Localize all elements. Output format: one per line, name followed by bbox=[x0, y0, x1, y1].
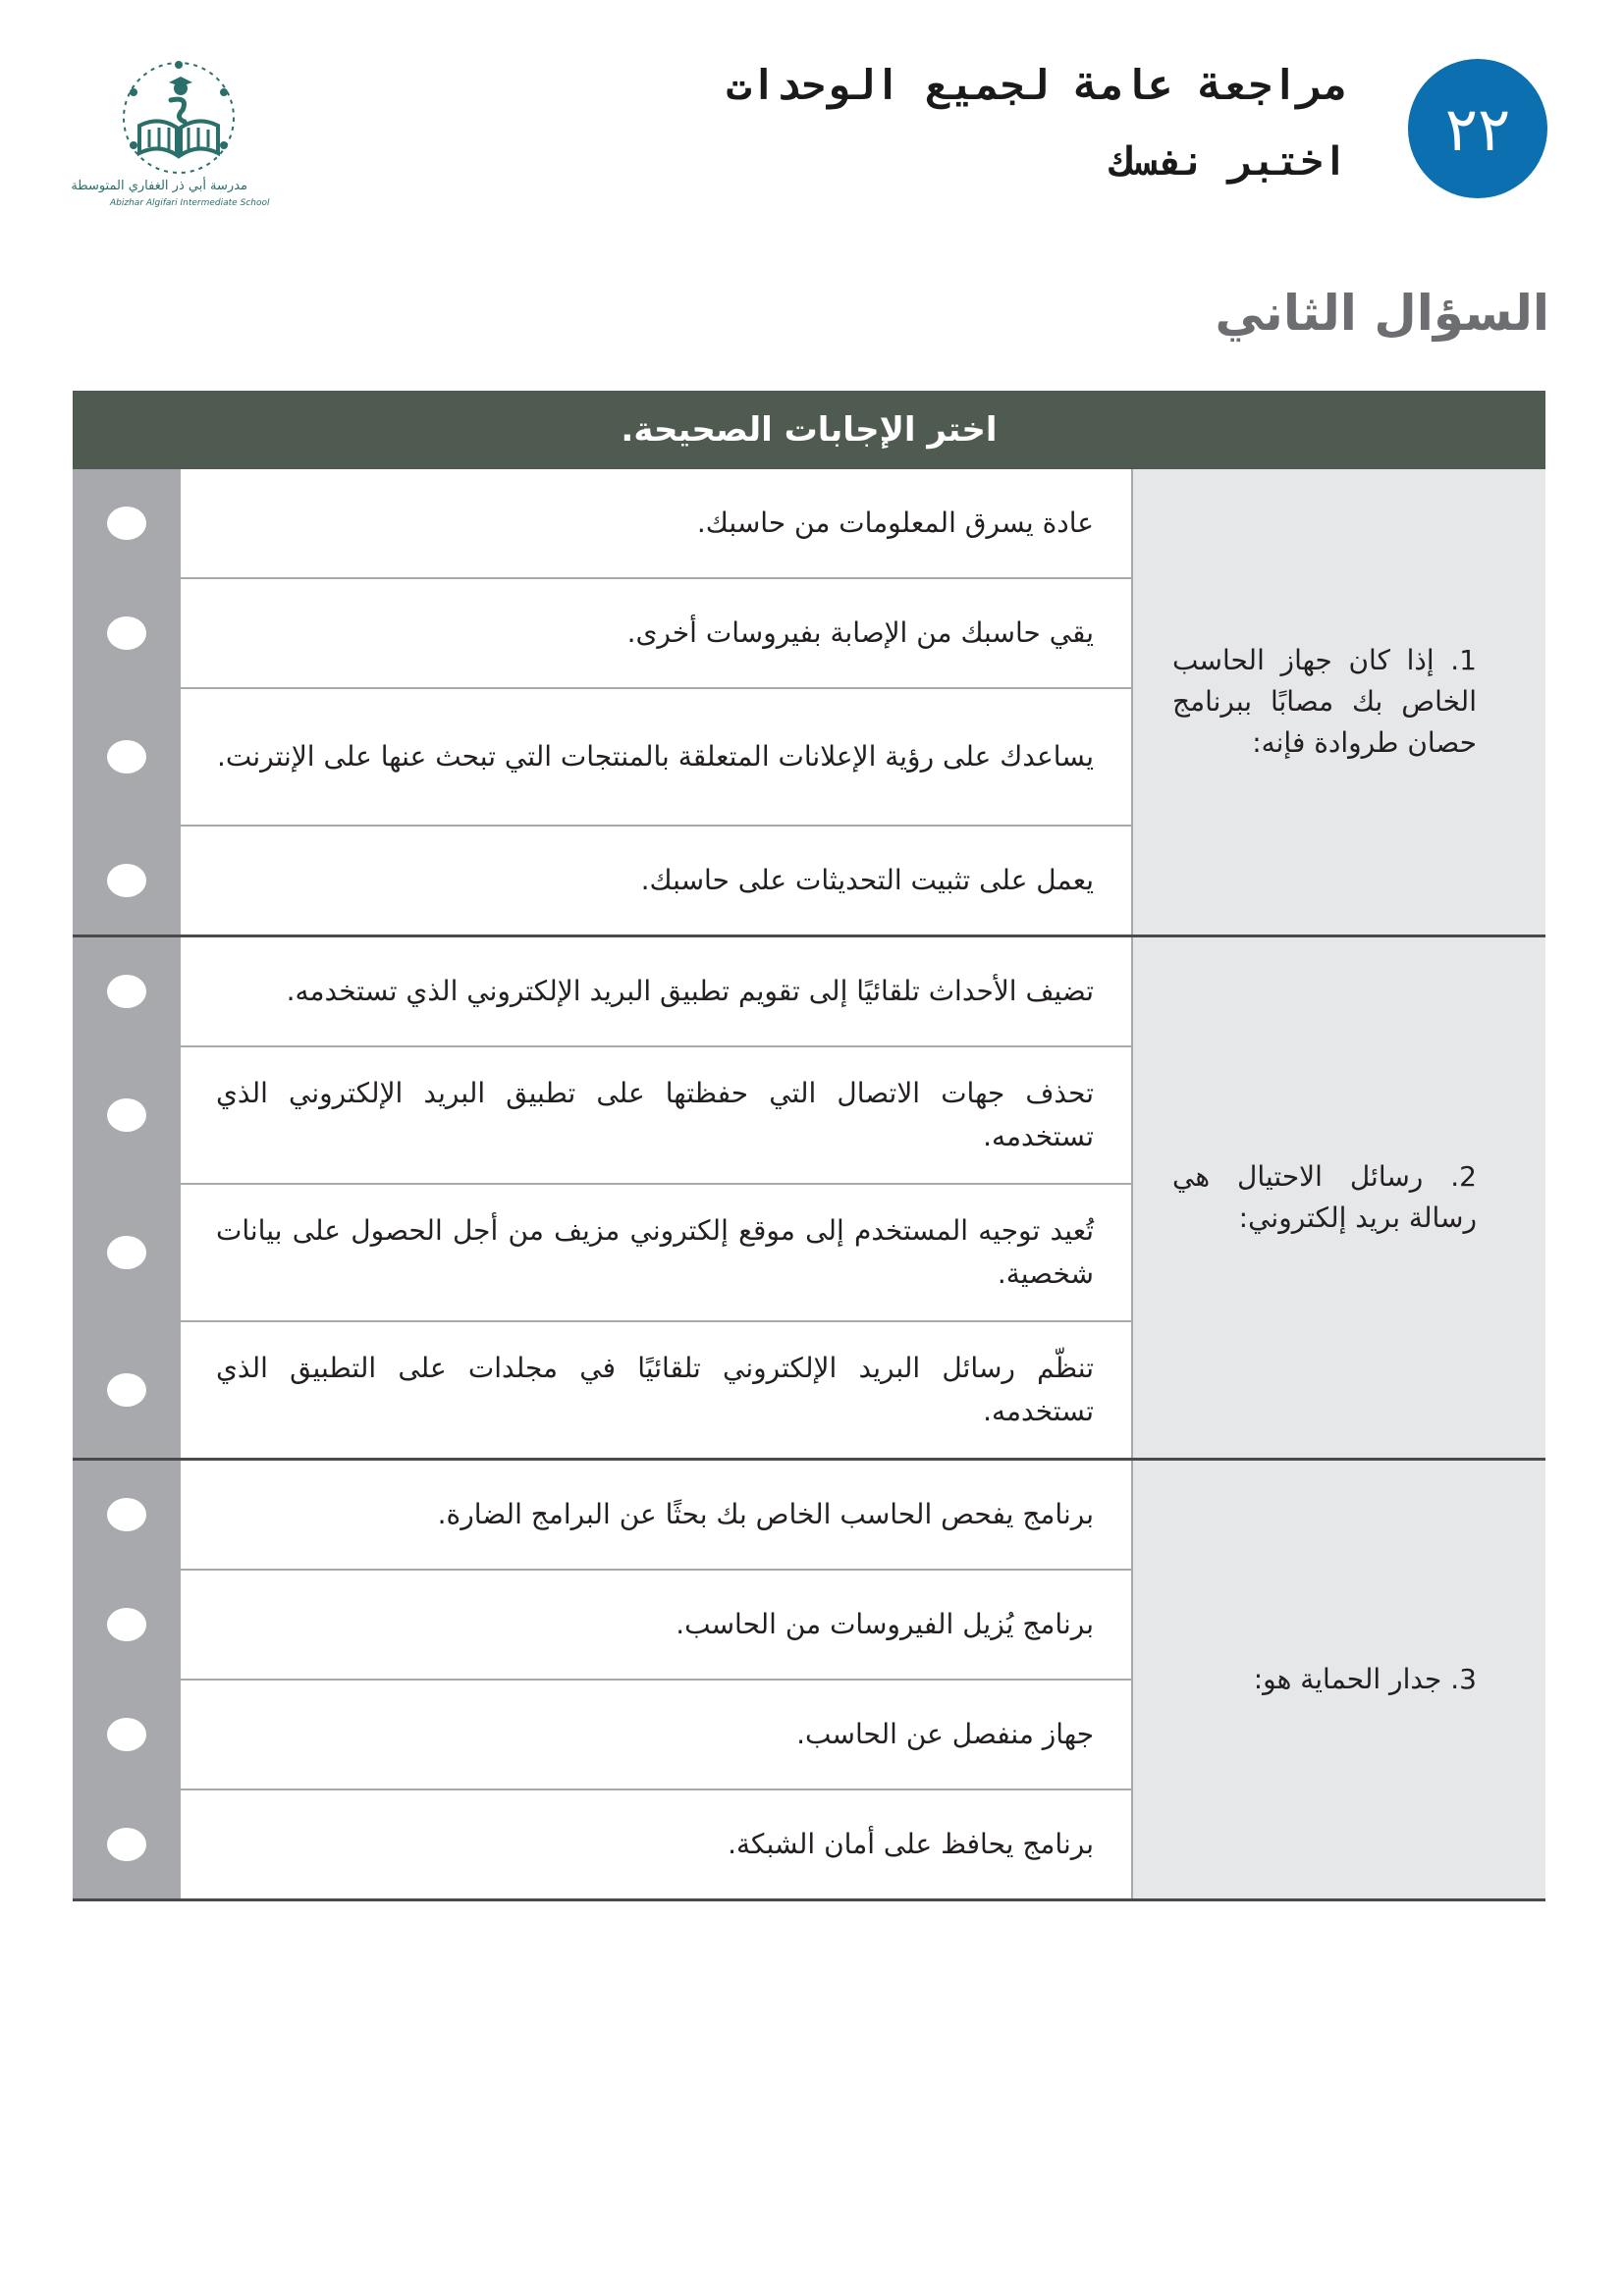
option-row[interactable] bbox=[73, 579, 1131, 689]
option-radio-cell bbox=[73, 1047, 181, 1183]
option-text: برنامج يُزيل الفيروسات من الحاسب. bbox=[181, 1571, 1131, 1679]
options-list bbox=[73, 937, 1131, 1458]
question-text: 2. رسائل الاحتيال هي رسالة بريد إلكتروني: bbox=[1131, 937, 1545, 1458]
option-radio-cell bbox=[73, 937, 181, 1045]
option-text: عادة يسرق المعلومات من حاسبك. bbox=[181, 469, 1131, 577]
radio-button[interactable] bbox=[107, 507, 146, 540]
option-text: تنظّم رسائل البريد الإلكتروني تلقائيًا في مجلدات على التطبيق الذي تستخدمه. bbox=[181, 1322, 1131, 1458]
option-text: تُعيد توجيه المستخدم إلى موقع إلكتروني مزيف من أجل الحصول على بيانات شخصية. bbox=[181, 1185, 1131, 1320]
options-list bbox=[73, 1461, 1131, 1898]
option-text: يساعدك على رؤية الإعلانات المتعلقة بالمنتجات التي تبحث عنها على الإنترنت. bbox=[181, 689, 1131, 825]
option-text: يعمل على تثبيت التحديثات على حاسبك. bbox=[181, 827, 1131, 934]
question-text: 1. إذا كان جهاز الحاسب الخاص بك مصابًا ببرنامج حصان طروادة فإنه: bbox=[1131, 469, 1545, 934]
school-name-english: Abizhar Algifari Intermediate School bbox=[110, 198, 270, 208]
option-row[interactable] bbox=[73, 1322, 1131, 1458]
option-text: تحذف جهات الاتصال التي حفظتها على تطبيق البريد الإلكتروني الذي تستخدمه. bbox=[181, 1047, 1131, 1183]
option-radio-cell bbox=[73, 1461, 181, 1569]
school-name-arabic: مدرسة أبي ذر الغفاري المتوسطة bbox=[71, 179, 247, 193]
option-radio-cell bbox=[73, 469, 181, 577]
question-group-1 bbox=[73, 469, 1545, 937]
radio-button[interactable] bbox=[107, 864, 146, 897]
section-title: السؤال الثاني bbox=[1215, 285, 1549, 342]
quiz-table bbox=[73, 391, 1545, 1901]
radio-button[interactable] bbox=[107, 740, 146, 774]
option-row[interactable] bbox=[73, 827, 1131, 934]
unit-number-badge: ٢٢ bbox=[1408, 59, 1547, 198]
option-radio-cell bbox=[73, 827, 181, 934]
option-text: يقي حاسبك من الإصابة بفيروسات أخرى. bbox=[181, 579, 1131, 687]
option-row[interactable] bbox=[73, 1047, 1131, 1185]
option-row[interactable] bbox=[73, 1681, 1131, 1790]
school-logo bbox=[71, 57, 270, 220]
option-row[interactable] bbox=[73, 689, 1131, 827]
radio-button[interactable] bbox=[107, 1498, 146, 1531]
option-radio-cell bbox=[73, 1185, 181, 1320]
options-list bbox=[73, 469, 1131, 934]
option-text: جهاز منفصل عن الحاسب. bbox=[181, 1681, 1131, 1789]
option-radio-cell bbox=[73, 1571, 181, 1679]
table-instruction-header: اختر الإجابات الصحيحة. bbox=[73, 391, 1545, 469]
option-text: برنامج يفحص الحاسب الخاص بك بحثًا عن البرامج الضارة. bbox=[181, 1461, 1131, 1569]
radio-button[interactable] bbox=[107, 1098, 146, 1132]
page-title: مراجعة عامة لجميع الوحدات bbox=[726, 61, 1347, 109]
option-row[interactable] bbox=[73, 937, 1131, 1047]
option-row[interactable] bbox=[73, 1185, 1131, 1322]
option-row[interactable] bbox=[73, 469, 1131, 579]
radio-button[interactable] bbox=[107, 616, 146, 650]
option-radio-cell bbox=[73, 579, 181, 687]
radio-button[interactable] bbox=[107, 1373, 146, 1407]
option-radio-cell bbox=[73, 1790, 181, 1898]
radio-button[interactable] bbox=[107, 1236, 146, 1269]
book-logo-icon bbox=[110, 57, 247, 179]
option-radio-cell bbox=[73, 1322, 181, 1458]
option-radio-cell bbox=[73, 1681, 181, 1789]
option-row[interactable] bbox=[73, 1790, 1131, 1898]
option-row[interactable] bbox=[73, 1461, 1131, 1571]
radio-button[interactable] bbox=[107, 975, 146, 1008]
radio-button[interactable] bbox=[107, 1718, 146, 1751]
page-subtitle: اختبر نفسك bbox=[1110, 139, 1347, 185]
question-text: 3. جدار الحماية هو: bbox=[1131, 1461, 1545, 1898]
option-radio-cell bbox=[73, 689, 181, 825]
option-text: برنامج يحافظ على أمان الشبكة. bbox=[181, 1790, 1131, 1898]
question-group-2 bbox=[73, 937, 1545, 1461]
question-group-3 bbox=[73, 1461, 1545, 1901]
radio-button[interactable] bbox=[107, 1608, 146, 1641]
option-row[interactable] bbox=[73, 1571, 1131, 1681]
option-text: تضيف الأحداث تلقائيًا إلى تقويم تطبيق البريد الإلكتروني الذي تستخدمه. bbox=[181, 937, 1131, 1045]
radio-button[interactable] bbox=[107, 1828, 146, 1861]
